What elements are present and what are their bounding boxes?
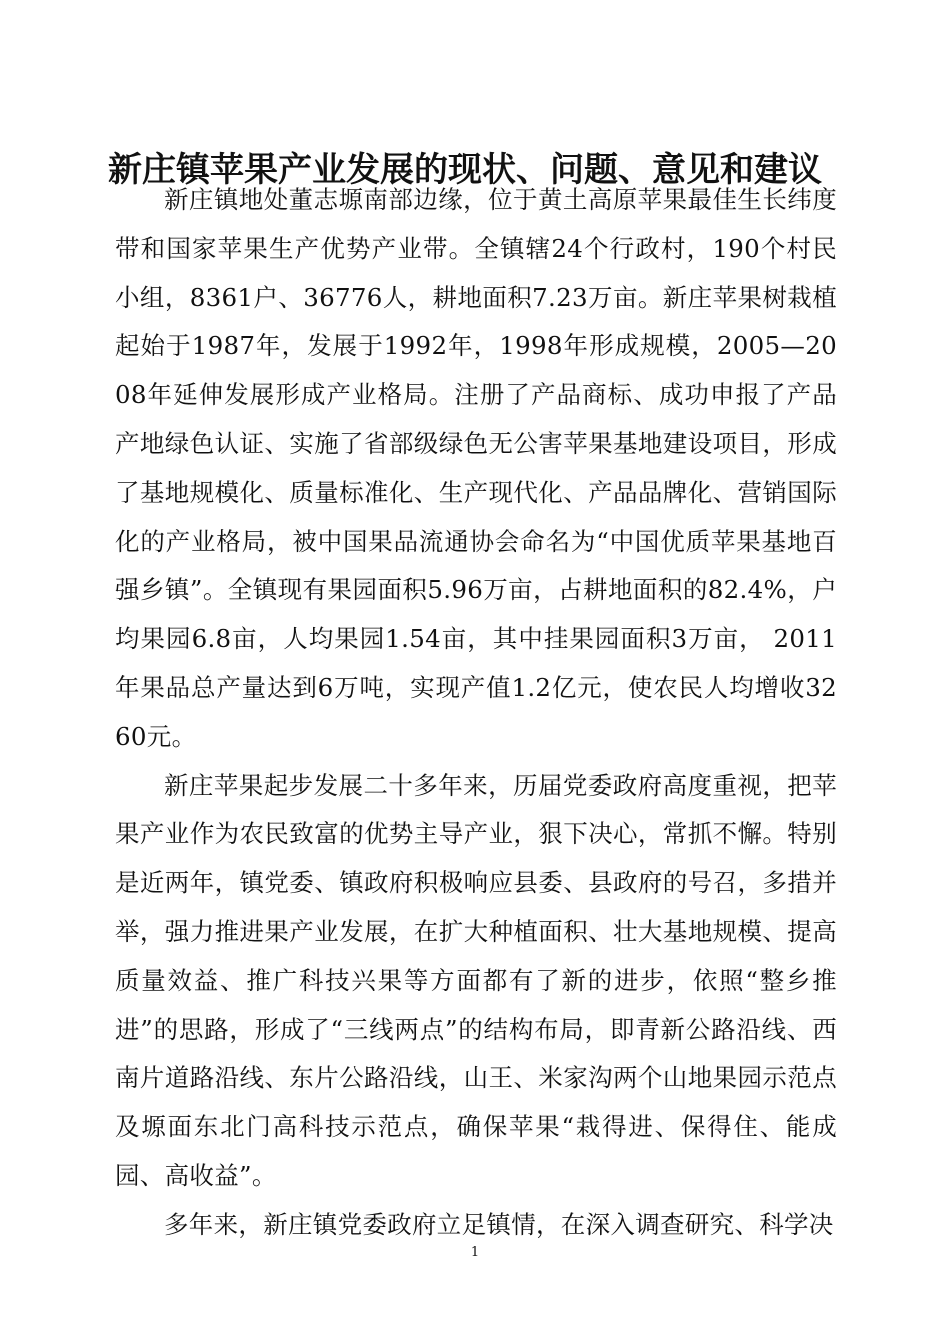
paragraph-continuation: 多年来，新庄镇党委政府立足镇情，在深入调查研究、科学决 (164, 1209, 834, 1239)
paragraph-overview: 新庄镇地处董志塬南部边缘，位于黄土高原苹果最佳生长纬度带和国家苹果生产优势产业带。全镇辖24个行政村，190个村民小组，8361户、36776人，耕地面积7.23万亩。新庄苹果树栽植起始于1987年，发展于1992年，1998年形成规模，2005—2008年延伸发展形成产业格局。注册了产品商标、成功申报了产品产地绿色认证、实施了省部级绿色无公害苹果基地建设项目，形成了基地规模化、质量标准化、生产现代化、产品品牌化、营销国际化的产业格局，被中国果品流通协会命名为“中国优质苹果基地百强乡镇”。全镇现有果园面积5.96万亩，占耕地面积的82.4%，户均果园6.8亩，人均果园1.54亩，其中挂果园面积3万亩， 2011年果品总产量达到6万吨，实现产值1.2亿元，使农民人均增收3260元。 (115, 185, 837, 751)
page-number: 1 (470, 1245, 480, 1260)
document-title: 新庄镇苹果产业发展的现状、问题、意见和建议 (108, 149, 822, 190)
document-body (115, 176, 837, 1250)
paragraph-development: 新庄苹果起步发展二十多年来，历届党委政府高度重视，把苹果产业作为农民致富的优势主导产业，狠下决心，常抓不懈。特别是近两年，镇党委、镇政府积极响应县委、县政府的号召，多措并举，强力推进果产业发展，在扩大种植面积、壮大基地规模、提高质量效益、推广科技兴果等方面都有了新的进步，依照“整乡推进”的思路，形成了“三线两点”的结构布局，即青新公路沿线、西南片道路沿线、东片公路沿线，山王、米家沟两个山地果园示范点及塬面东北门高科技示范点，确保苹果“栽得进、保得住、能成园、高收益”。 (115, 770, 838, 1190)
